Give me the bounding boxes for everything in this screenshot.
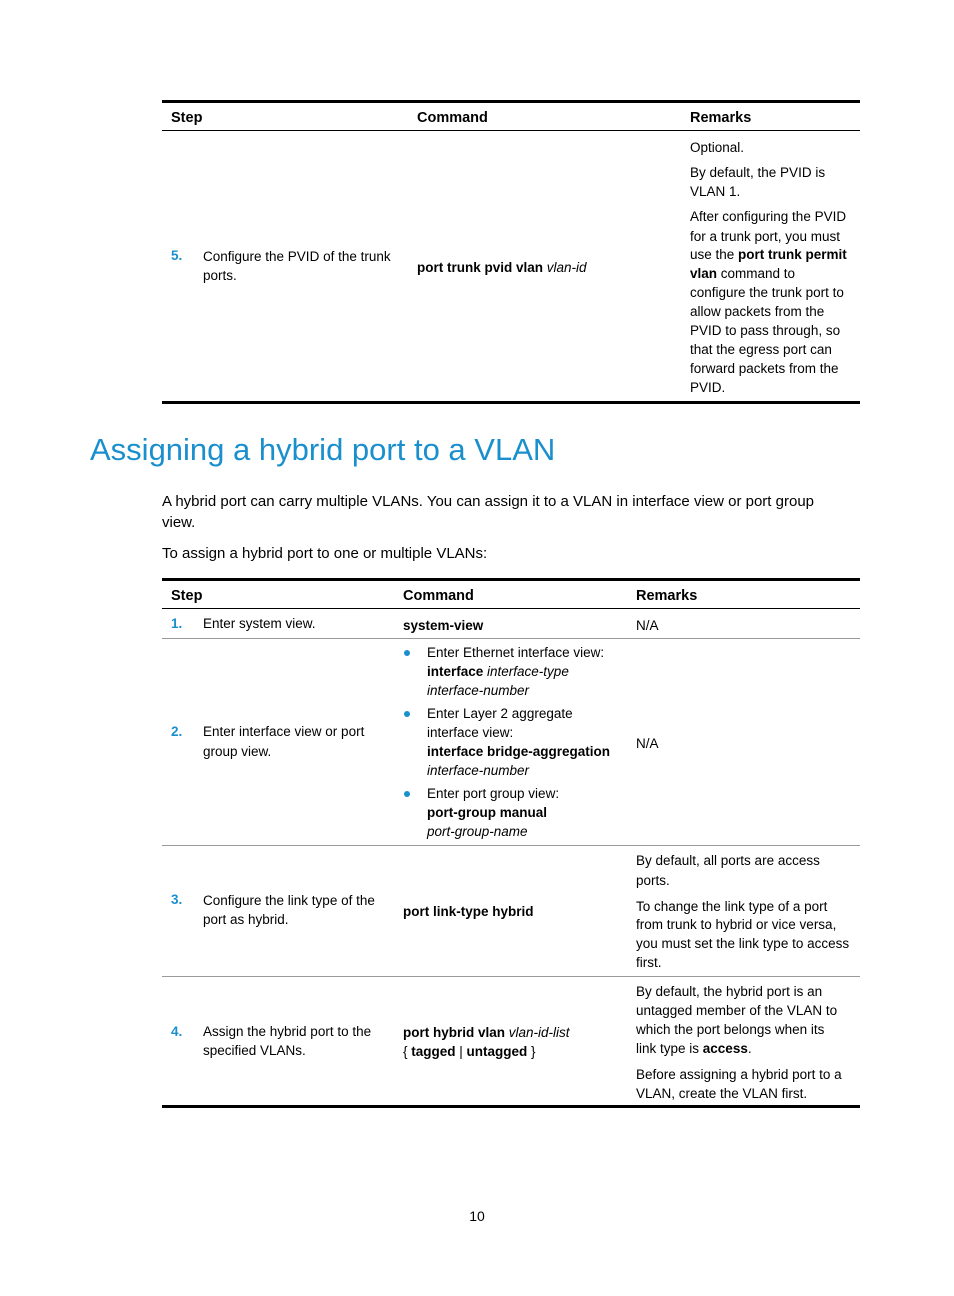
table1-top-rule <box>162 100 860 103</box>
table2-row3-divider <box>162 976 860 977</box>
table1-row-step-number: 5. <box>171 248 183 263</box>
table2-row2-divider <box>162 845 860 846</box>
table1-remarks-after-l10: PVID. <box>690 380 726 395</box>
table2-row3-step-l1: Configure the link type of the <box>203 893 375 908</box>
table2-header-step: Step <box>171 588 203 604</box>
bullet-icon <box>404 711 410 717</box>
table2-row4-remarks-p1-l4: link type is access. <box>636 1041 752 1056</box>
table1-remarks-optional: Optional. <box>690 140 745 155</box>
intro-paragraph-line2: view. <box>162 514 196 531</box>
table1-row-command: port trunk pvid vlan vlan-id <box>417 260 587 275</box>
table2-row3-remarks-p2-l3: you must set the link type to access <box>636 936 850 951</box>
table2-row4-number: 4. <box>171 1024 183 1039</box>
table1-header-remarks: Remarks <box>690 110 752 126</box>
row2-bullet2-line3: interface bridge-aggregation <box>427 744 611 759</box>
table1-remarks-after-l9: forward packets from the <box>690 361 839 376</box>
table2-row2-number: 2. <box>171 724 183 739</box>
table1-remarks-after-l1: After configuring the PVID <box>690 209 847 224</box>
table2-row1-step: Enter system view. <box>203 616 316 631</box>
table1-bottom-rule <box>162 401 860 404</box>
row2-bullet3-line2: port-group manual <box>427 805 547 820</box>
intro-paragraph-line1: A hybrid port can carry multiple VLANs. You can assign it to a VLAN in interface view or port group <box>162 493 815 510</box>
table1-remarks-after-l4: vlan command to <box>690 266 796 281</box>
table2-row4-remarks-p1-l3: which the port belongs when its <box>636 1022 825 1037</box>
table1-row-step-line1: Configure the PVID of the trunk <box>203 249 391 264</box>
bullet-icon <box>404 791 410 797</box>
table2-row3-remarks-p1-l1: By default, all ports are access <box>636 853 820 868</box>
table2-row4-remarks-p1-l2: untagged member of the VLAN to <box>636 1003 838 1018</box>
table2-bottom-rule <box>162 1105 860 1108</box>
table2-top-rule <box>162 578 860 581</box>
table1-remarks-after-l7: PVID to pass through, so <box>690 323 841 338</box>
table2-row1-divider <box>162 638 860 639</box>
table2-row1-number: 1. <box>171 616 183 631</box>
row2-bullet2-line4: interface-number <box>427 763 530 778</box>
table1-header-rule <box>162 130 860 131</box>
table2-row4-remarks-p1-l1: By default, the hybrid port is an <box>636 984 823 999</box>
table2-header-remarks: Remarks <box>636 588 698 604</box>
table2-row3-remarks-p2-l4: first. <box>636 955 662 970</box>
table2-row3-number: 3. <box>171 892 183 907</box>
table2-header-command: Command <box>403 588 474 604</box>
table2-row1-remarks: N/A <box>636 618 659 633</box>
table2-row3-remarks-p2-l2: from trunk to hybrid or vice versa, <box>636 917 837 932</box>
page-number: 10 <box>469 1208 485 1224</box>
bullet-icon <box>404 650 410 656</box>
table1-remarks-after-l8: that the egress port can <box>690 342 832 357</box>
table1-remarks-after-l3: use the port trunk permit <box>690 247 847 262</box>
table2-row4-command-l1: port hybrid vlan vlan-id-list <box>403 1025 570 1040</box>
table2-row3-remarks-p2-l1: To change the link type of a port <box>636 899 828 914</box>
table2-row2-remarks: N/A <box>636 736 659 751</box>
table1-remarks-after-l2: for a trunk port, you must <box>690 229 841 244</box>
table2-row4-remarks-p2-l2: VLAN, create the VLAN first. <box>636 1086 808 1101</box>
table1-header-command: Command <box>417 110 488 126</box>
intro-paragraph-2: To assign a hybrid port to one or multiple VLANs: <box>162 545 488 562</box>
row2-bullet2-line2: interface view: <box>427 725 514 740</box>
table2-row3-remarks-p1-l2: ports. <box>636 873 670 888</box>
table2-row3-command: port link-type hybrid <box>403 904 534 919</box>
table1-remarks-after-l5: configure the trunk port to <box>690 285 844 300</box>
table2-row3-step-l2: port as hybrid. <box>203 912 289 927</box>
row2-bullet1-line1: Enter Ethernet interface view: <box>427 645 605 660</box>
table2-row1-command: system-view <box>403 618 484 633</box>
table2-row2-step-l2: group view. <box>203 744 272 759</box>
table2-row4-command-l2: { tagged | untagged } <box>403 1044 536 1059</box>
table1-remarks-after-l6: allow packets from the <box>690 304 825 319</box>
table2-row4-step-l2: specified VLANs. <box>203 1043 306 1058</box>
row2-bullet3-line3: port-group-name <box>427 824 528 839</box>
row2-bullet3-line1: Enter port group view: <box>427 786 560 801</box>
table1-row-step-line2: ports. <box>203 268 237 283</box>
table1-remarks-default-l1: By default, the PVID is <box>690 165 826 180</box>
row2-bullet2-line1: Enter Layer 2 aggregate <box>427 706 573 721</box>
section-title: Assigning a hybrid port to a VLAN <box>90 432 556 467</box>
table2-row4-remarks-p2-l1: Before assigning a hybrid port to a <box>636 1067 842 1082</box>
table1-header-step: Step <box>171 110 203 126</box>
table1-remarks-default-l2: VLAN 1. <box>690 184 741 199</box>
table2-row2-step-l1: Enter interface view or port <box>203 724 365 739</box>
table2-row4-step-l1: Assign the hybrid port to the <box>203 1024 372 1039</box>
row2-bullet1-line2: interface interface-type <box>427 664 569 679</box>
row2-bullet1-line3: interface-number <box>427 683 530 698</box>
table2-header-rule <box>162 608 860 609</box>
